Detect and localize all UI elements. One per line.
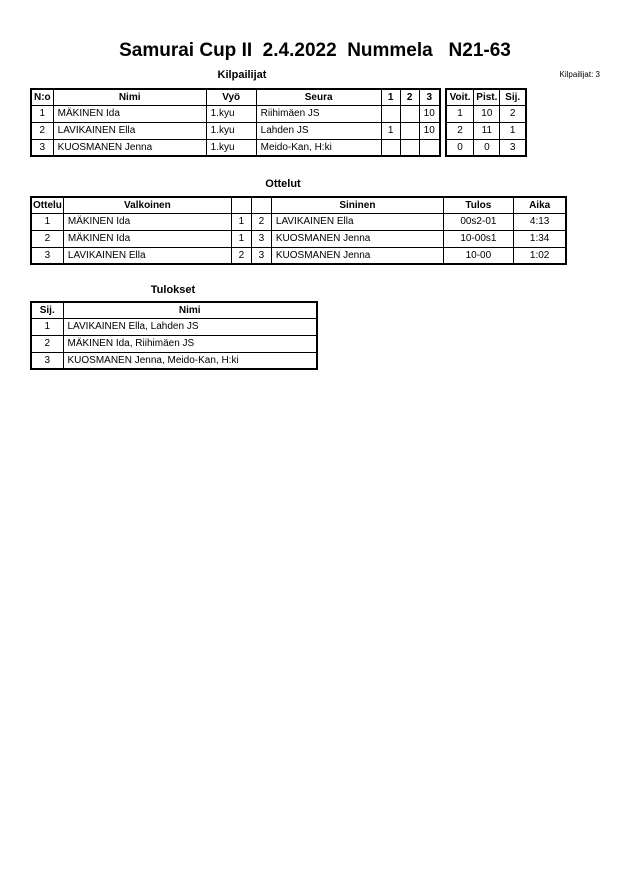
cell-voit: 2 [446,122,474,139]
cell-pist: 10 [474,105,500,122]
cell-c3 [419,139,440,156]
table-row [31,335,317,352]
competitors-standings-body [446,105,526,156]
cell-tulos: 10-00 [443,247,513,264]
matches-section-heading: Ottelut [265,178,301,190]
standings-header-row [446,89,526,105]
cell-aika: 4:13 [513,213,566,230]
cell-sininen: KUOSMANEN Jenna [271,230,443,247]
competitors-standings-table [445,88,527,157]
cell-voit: 1 [446,105,474,122]
cell-seura: Meido-Kan, H:ki [256,139,381,156]
table-row [31,352,317,369]
col-header-3: 3 [419,89,440,105]
table-row [31,247,566,264]
results-table [30,301,318,370]
cell-sij: 3 [500,139,526,156]
cell-aika: 1:02 [513,247,566,264]
cell-valkoinen: LAVIKAINEN Ella [63,247,231,264]
col-header-voit: Voit. [446,89,474,105]
cell-sij: 2 [31,335,63,352]
matches-table-body [31,213,566,264]
cell-ottelu: 2 [31,230,63,247]
col-header-1: 1 [381,89,400,105]
cell-valkoinen: MÄKINEN Ida [63,230,231,247]
col-header-2: 2 [400,89,419,105]
cell-no: 3 [31,139,53,156]
table-row [31,213,566,230]
cell-sij: 3 [31,352,63,369]
cell-c2 [400,139,419,156]
competitor-count-label: Kilpailijat: 3 [559,70,600,79]
col-header-ottelu: Ottelu [31,197,63,213]
table-row [31,318,317,335]
cell-nimi: KUOSMANEN Jenna [53,139,206,156]
cell-c3: 10 [419,122,440,139]
cell-wn: 1 [231,213,251,230]
cell-wn: 2 [231,247,251,264]
cell-tulos: 10-00s1 [443,230,513,247]
cell-vyo: 1.kyu [206,105,256,122]
cell-bn: 3 [251,247,271,264]
col-header-nimi: Nimi [63,302,317,318]
results-table-container [30,301,318,370]
table-row [446,139,526,156]
cell-seura: Lahden JS [256,122,381,139]
cell-nimi: MÄKINEN Ida [53,105,206,122]
competitors-section-heading: Kilpailijat [217,69,267,81]
competitors-table [30,88,441,157]
matches-table [30,196,567,265]
cell-no: 1 [31,105,53,122]
cell-vyo: 1.kyu [206,122,256,139]
cell-seura: Riihimäen JS [256,105,381,122]
cell-tulos: 00s2-01 [443,213,513,230]
table-row [31,230,566,247]
col-header-no: N:o [31,89,53,105]
table-row [31,122,440,139]
results-header-row [31,302,317,318]
cell-bn: 2 [251,213,271,230]
cell-pist: 0 [474,139,500,156]
table-row [31,139,440,156]
col-header-sininen: Sininen [271,197,443,213]
col-header-seura: Seura [256,89,381,105]
competitors-table-group [30,88,527,157]
cell-nimi: LAVIKAINEN Ella, Lahden JS [63,318,317,335]
cell-sininen: LAVIKAINEN Ella [271,213,443,230]
col-header-vyo: Vyö [206,89,256,105]
results-section-heading: Tulokset [150,284,196,296]
col-header-pist: Pist. [474,89,500,105]
table-row [446,105,526,122]
cell-c2 [400,105,419,122]
cell-c1 [381,105,400,122]
cell-sininen: KUOSMANEN Jenna [271,247,443,264]
cell-ottelu: 3 [31,247,63,264]
cell-c2 [400,122,419,139]
matches-header-row [31,197,566,213]
cell-no: 2 [31,122,53,139]
cell-nimi: MÄKINEN Ida, Riihimäen JS [63,335,317,352]
col-header-aika: Aika [513,197,566,213]
cell-ottelu: 1 [31,213,63,230]
col-header-blue-no [251,197,271,213]
cell-aika: 1:34 [513,230,566,247]
cell-bn: 3 [251,230,271,247]
cell-nimi: KUOSMANEN Jenna, Meido-Kan, H:ki [63,352,317,369]
cell-pist: 11 [474,122,500,139]
cell-sij: 1 [31,318,63,335]
cell-c1: 1 [381,122,400,139]
cell-valkoinen: MÄKINEN Ida [63,213,231,230]
col-header-nimi: Nimi [53,89,206,105]
cell-sij: 2 [500,105,526,122]
cell-nimi: LAVIKAINEN Ella [53,122,206,139]
col-header-tulos: Tulos [443,197,513,213]
col-header-valkoinen: Valkoinen [63,197,231,213]
cell-c3: 10 [419,105,440,122]
cell-voit: 0 [446,139,474,156]
cell-wn: 1 [231,230,251,247]
table-row [446,122,526,139]
competitors-table-body [31,105,440,156]
results-table-body [31,318,317,369]
col-header-sij: Sij. [500,89,526,105]
cell-vyo: 1.kyu [206,139,256,156]
page-title: Samurai Cup II 2.4.2022 Nummela N21-63 [119,40,511,61]
table-row [31,105,440,122]
col-header-sij: Sij. [31,302,63,318]
cell-c1 [381,139,400,156]
col-header-white-no [231,197,251,213]
cell-sij: 1 [500,122,526,139]
competitors-header-row [31,89,440,105]
matches-table-container [30,196,567,265]
